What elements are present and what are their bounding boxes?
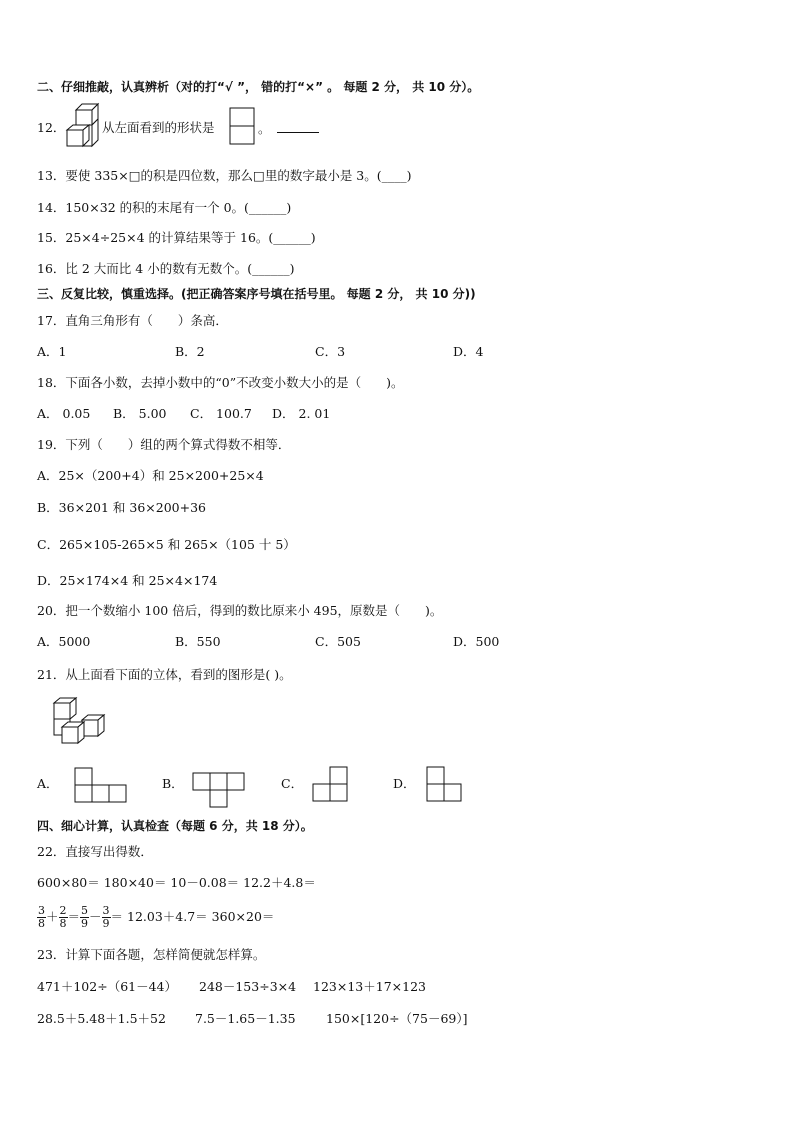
frac-denominator: 8: [38, 917, 45, 930]
q12-period: 。: [258, 121, 271, 136]
section-3-header: 三、反复比较，慎重选择。(把正确答案序号填在括号里。 每题 2 分， 共 10 分)): [37, 287, 476, 301]
q20-option-b[interactable]: B．550: [175, 634, 221, 649]
q18-option-c[interactable]: C． 100.7: [190, 406, 252, 421]
q12-prompt: 从左面看到的形状是: [102, 120, 215, 135]
fraction-2-8: [59, 905, 68, 930]
q21-option-a[interactable]: A．: [37, 776, 59, 791]
question-12: [37, 120, 65, 136]
q21-option-d[interactable]: D．: [393, 776, 416, 791]
q21-option-d-figure: [426, 766, 466, 804]
fraction-5-9: [80, 905, 89, 930]
question-17: 17．直角三角形有（ ）条高．: [37, 313, 228, 328]
q23-expr-2: 248－153÷3×4: [199, 979, 297, 994]
q18-option-a[interactable]: A． 0.05: [37, 406, 91, 421]
q21-option-c-figure: [312, 766, 352, 804]
frac-numerator: 2: [59, 904, 67, 917]
q20-option-a[interactable]: A．5000: [37, 634, 91, 649]
q17-option-d[interactable]: D．4: [453, 344, 484, 359]
q21-option-a-figure: [74, 767, 130, 805]
q22-row-2-rest: ＝ 12.03＋4.7＝ 360×20＝: [110, 909, 275, 924]
section-4-header: 四、细心计算，认真检查（每题 6 分，共 18 分）。: [37, 819, 313, 833]
q12-number: 12．: [37, 120, 66, 135]
q17-option-c[interactable]: C．3: [315, 344, 346, 359]
q23-expr-3: 123×13＋17×123: [313, 979, 426, 994]
q20-option-d[interactable]: D．500: [453, 634, 500, 649]
frac-denominator: 9: [102, 917, 110, 930]
question-18: 18．下面各小数，去掉小数中的“0”不改变小数大小的是（ )。: [37, 375, 404, 390]
q17-option-a[interactable]: A．1: [37, 344, 67, 359]
q12-end: [258, 120, 319, 137]
q19-option-a[interactable]: A．25×（200+4）和 25×200+25×4: [37, 468, 264, 483]
question-15: 15．25×4÷25×4 的计算结果等于 16。(______): [37, 230, 316, 245]
q12-text: [102, 120, 215, 136]
q18-option-d[interactable]: D． 2. 01: [272, 406, 331, 421]
q12-answer-blank[interactable]: [277, 120, 319, 133]
q22-row-1: 600×80＝ 180×40＝ 10－0.08＝ 12.2＋4.8＝: [37, 875, 316, 890]
q20-option-c[interactable]: C．505: [315, 634, 361, 649]
question-23: 23．计算下面各题，怎样简便就怎样算。: [37, 947, 266, 962]
q23-expr-4: 28.5＋5.48＋1.5＋52: [37, 1011, 166, 1026]
section-2-header: 二、仔细推敲，认真辨析（对的打“√ ”， 错的打“×” 。 每题 2 分， 共 10 分）。: [37, 80, 480, 94]
frac-numerator: 3: [102, 904, 110, 917]
fraction-3-8: [37, 905, 46, 930]
q21-option-b-figure: [192, 772, 248, 810]
frac-denominator: 8: [59, 917, 67, 930]
frac-denominator: 9: [81, 917, 89, 930]
q21-option-c[interactable]: C．: [281, 776, 304, 791]
question-14: 14．150×32 的积的末尾有一个 0。(______): [37, 200, 292, 215]
question-22: 22．直接写出得数．: [37, 844, 153, 859]
q23-expr-1: 471＋102÷（61－44）: [37, 979, 178, 994]
q19-option-d[interactable]: D．25×174×4 和 25×4×174: [37, 573, 218, 588]
minus-sign: －: [89, 909, 102, 924]
plus-sign: ＋: [46, 909, 59, 924]
question-21: 21．从上面看下面的立体，看到的图形是( )。: [37, 667, 292, 682]
q21-option-b[interactable]: B．: [162, 776, 184, 791]
q17-option-b[interactable]: B．2: [175, 344, 205, 359]
question-20: 20．把一个数缩小 100 倍后，得到的数比原来小 495，原数是（ )。: [37, 603, 443, 618]
frac-numerator: 3: [38, 904, 45, 917]
q19-option-b[interactable]: B．36×201 和 36×200+36: [37, 500, 206, 515]
question-19: 19．下列（ ）组的两个算式得数不相等．: [37, 437, 291, 452]
q18-option-b[interactable]: B． 5.00: [113, 406, 167, 421]
frac-numerator: 5: [81, 904, 89, 917]
q12-left-view-figure: [229, 107, 257, 147]
question-16: 16．比 2 大而比 4 小的数有无数个。(______): [37, 261, 295, 276]
q23-expr-5: 7.5－1.65－1.35: [195, 1011, 296, 1026]
question-13: 13．要使 335×□的积是四位数，那么□里的数字最小是 3。(____): [37, 168, 412, 183]
q23-expr-6: 150×[120÷（75－69）]: [326, 1011, 468, 1026]
fraction-3-9: [102, 905, 111, 930]
q22-row-2: [37, 903, 274, 931]
cube-stack-figure: [64, 104, 104, 154]
q21-solid-figure: [48, 697, 118, 747]
equals-sign: ＝: [67, 909, 81, 924]
q19-option-c[interactable]: C．265×105-265×5 和 265×（105 十 5）: [37, 537, 296, 552]
